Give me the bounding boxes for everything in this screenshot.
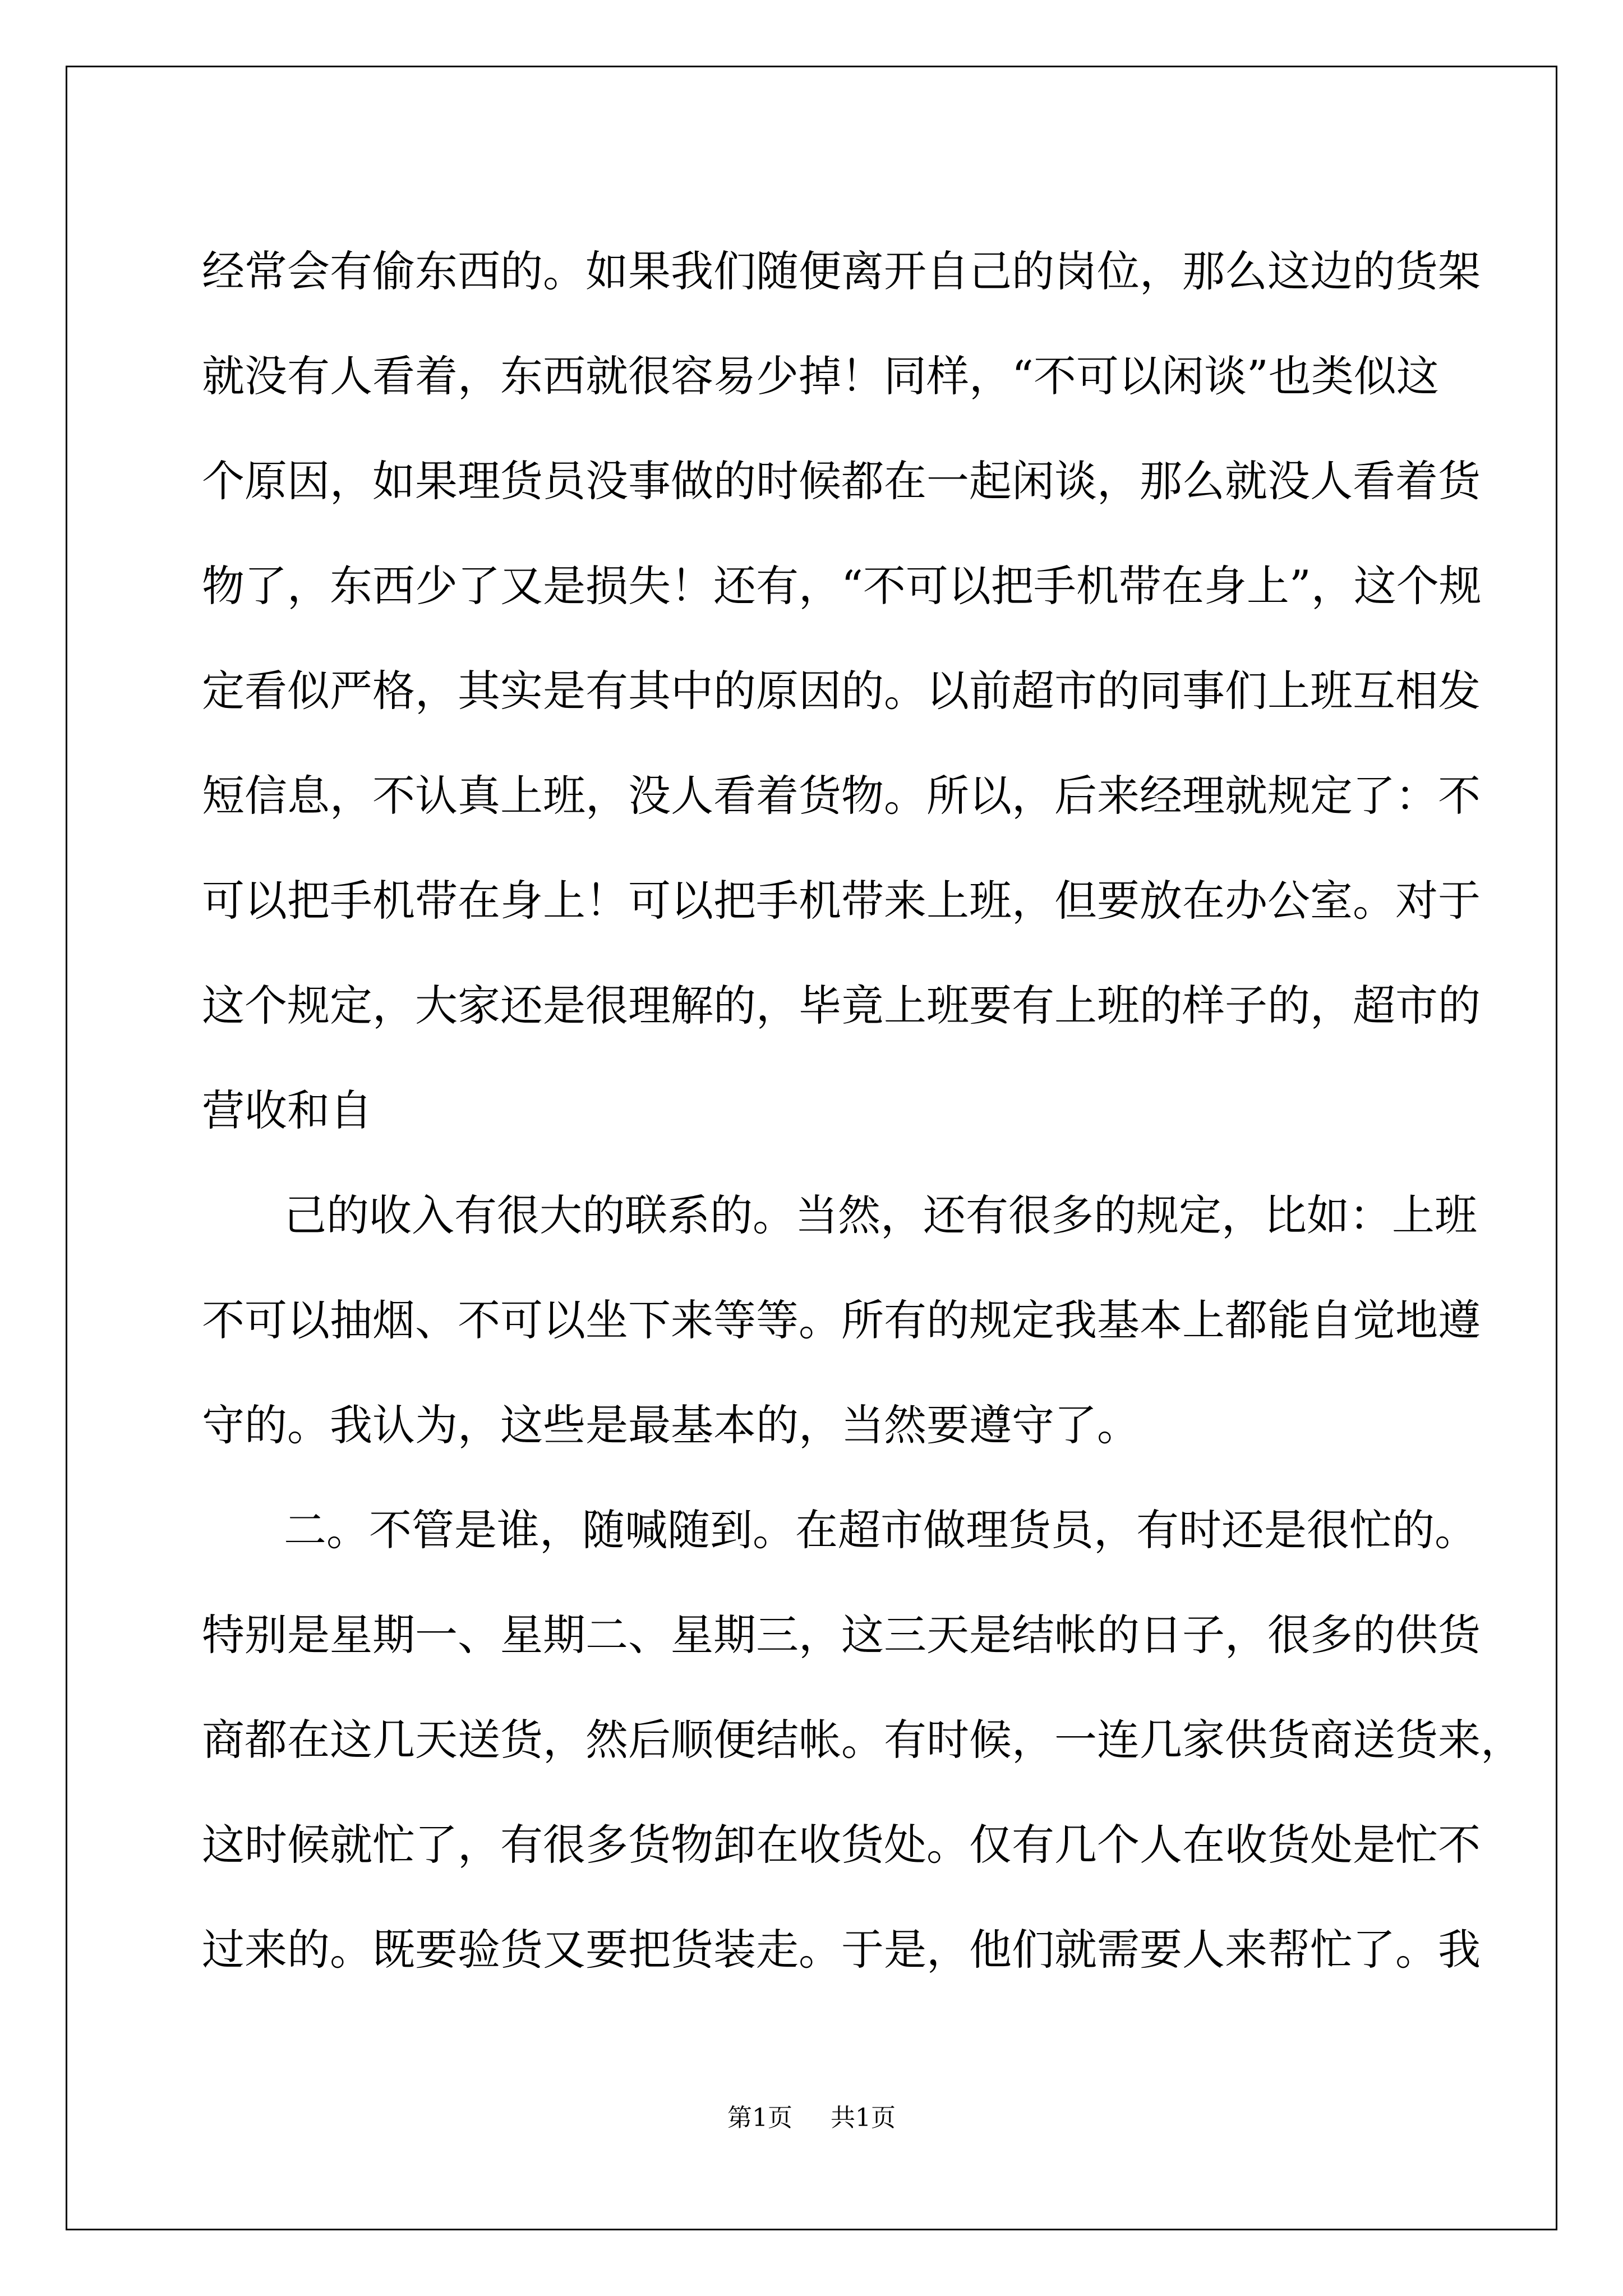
text-line: 就没有人看着，东西就很容易少掉！同样，“不可以闲谈”也类似这 — [202, 351, 1439, 401]
text-line: 营收和自 — [202, 1085, 372, 1135]
text-line: 个原因，如果理货员没事做的时候都在一起闲谈，那么就没人看着货 — [202, 456, 1481, 506]
text-line: 商都在这几天送货，然后顺便结帐。有时候，一连几家供货商送货来， — [202, 1715, 1523, 1765]
text-line: 短信息，不认真上班，没人看着货物。所以，后来经理就规定了：不 — [202, 771, 1481, 821]
page-footer — [0, 2101, 1623, 2135]
paragraph-first-line: 二。不管是谁，随喊随到。在超市做理货员，有时还是很忙的。 — [284, 1505, 1477, 1555]
text-line: 定看似严格，其实是有其中的原因的。以前超市的同事们上班互相发 — [202, 666, 1481, 716]
text-line: 守的。我认为，这些是最基本的，当然要遵守了。 — [202, 1400, 1140, 1450]
text-line: 物了，东西少了又是损失！还有，“不可以把手机带在身上”，这个规 — [202, 561, 1482, 611]
text-line: 这个规定，大家还是很理解的，毕竟上班要有上班的样子的，超市的 — [202, 981, 1481, 1030]
page-number: 第1页 — [727, 2104, 792, 2132]
text-line: 可以把手机带在身上！可以把手机带来上班，但要放在办公室。对于 — [202, 876, 1481, 926]
text-line: 不可以抽烟、不可以坐下来等等。所有的规定我基本上都能自觉地遵 — [202, 1295, 1481, 1345]
text-line: 特别是星期一、星期二、星期三，这三天是结帐的日子，很多的供货 — [202, 1610, 1481, 1660]
text-line: 这时候就忙了，有很多货物卸在收货处。仅有几个人在收货处是忙不 — [202, 1820, 1481, 1870]
text-line: 过来的。既要验货又要把货装走。于是，他们就需要人来帮忙了。我 — [202, 1925, 1481, 1975]
paragraph-first-line: 己的收入有很大的联系的。当然，还有很多的规定，比如：上班 — [284, 1190, 1477, 1240]
document-body — [202, 219, 1523, 2002]
page-total: 共1页 — [831, 2104, 896, 2132]
text-line: 经常会有偷东西的。如果我们随便离开自己的岗位，那么这边的货架 — [202, 246, 1481, 296]
